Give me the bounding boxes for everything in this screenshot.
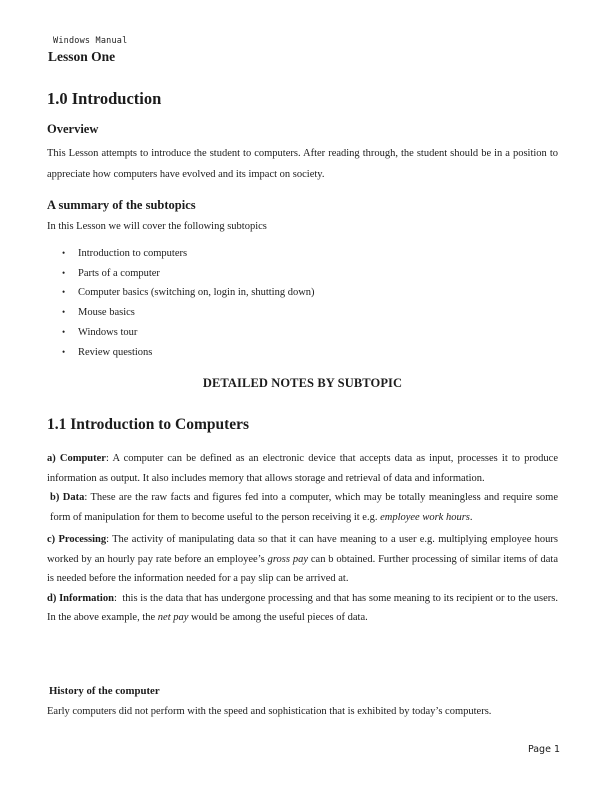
list-item bbox=[62, 283, 558, 303]
definition-computer bbox=[47, 449, 558, 488]
definition-term: c) Processing bbox=[47, 534, 107, 546]
summary-intro-text: In this Lesson we will cover the following subtopics bbox=[47, 221, 267, 232]
subtopic-label: Windows tour bbox=[78, 326, 138, 338]
definition-data bbox=[47, 488, 558, 527]
definition-term: d) Information bbox=[47, 592, 114, 604]
definition-processing bbox=[47, 530, 558, 589]
page-number: Page 1 bbox=[527, 744, 560, 755]
document-content bbox=[47, 0, 558, 721]
definition-text: : The activity of manipulating data so that it can have meaning to a user e.g. multiplying employee hours worked by an hourly pay rate before an employee’s bbox=[47, 534, 558, 565]
definition-emphasis: employee work hours bbox=[380, 511, 470, 523]
list-item bbox=[62, 244, 558, 264]
definition-text: : this is the data that has undergone processing and that has some meaning to its recipient or to the users. In the above example, the bbox=[47, 592, 559, 624]
definition-emphasis: net pay bbox=[157, 612, 189, 624]
definition-text: : These are the raw facts and figures fed into a computer, which may be totally meaningless and require some form of manipulation for them to become useful to the person receiving it e.g. bbox=[50, 492, 558, 523]
subtopic-label: Computer basics (switching on, login in, shutting down) bbox=[78, 287, 315, 299]
overview-paragraph: This Lesson attempts to introduce the student to computers. After reading through, the student should be in a position to appreciate how computers have evolved and its impact on society. bbox=[47, 148, 558, 180]
definition-text: can b obtained. Further processing of similar items of data is needed before the information needed for a pay slip can be arrived at. bbox=[47, 553, 559, 585]
list-item bbox=[62, 303, 558, 323]
overview-heading: Overview bbox=[47, 122, 99, 136]
definition-information bbox=[47, 589, 558, 628]
subtopic-label: Review questions bbox=[78, 346, 153, 358]
definition-term: b) Data bbox=[50, 492, 85, 504]
bullet-icon: • bbox=[62, 346, 66, 357]
definition-text: . bbox=[469, 511, 473, 523]
bullet-icon: • bbox=[62, 287, 66, 298]
list-item bbox=[62, 343, 558, 363]
subtopic-label: Introduction to computers bbox=[78, 248, 188, 259]
document-kicker: Windows Manual bbox=[53, 36, 128, 46]
bullet-icon: • bbox=[62, 267, 66, 278]
section-heading-1-0: 1.0 Introduction bbox=[47, 89, 162, 108]
summary-heading: A summary of the subtopics bbox=[47, 198, 196, 212]
definition-term: a) Computer bbox=[47, 453, 106, 465]
subtopics-list bbox=[47, 244, 558, 362]
definition-text: : A computer can be defined as an electronic device that accepts data as input, processes it to produce information as output. It also includes memory that allows storage and retrieval of data and information. bbox=[47, 453, 558, 484]
definition-text: would be among the useful pieces of data. bbox=[188, 612, 368, 624]
definition-emphasis: gross pay bbox=[267, 553, 308, 565]
subtopic-label: Mouse basics bbox=[78, 307, 135, 319]
subtopic-label: Parts of a computer bbox=[78, 267, 160, 279]
history-heading: History of the computer bbox=[49, 684, 160, 697]
bullet-icon: • bbox=[62, 248, 66, 258]
detailed-notes-title: DETAILED NOTES BY SUBTOPIC bbox=[202, 376, 403, 391]
lesson-title: Lesson One bbox=[48, 49, 116, 64]
list-item bbox=[62, 323, 558, 343]
bullet-icon: • bbox=[62, 307, 66, 318]
section-heading-1-1: 1.1 Introduction to Computers bbox=[47, 416, 250, 434]
definitions-block bbox=[47, 449, 558, 628]
bullet-icon: • bbox=[62, 326, 66, 337]
list-item bbox=[62, 264, 558, 284]
history-paragraph: Early computers did not perform with the speed and sophistication that is exhibited by today’s computers. bbox=[47, 705, 492, 717]
